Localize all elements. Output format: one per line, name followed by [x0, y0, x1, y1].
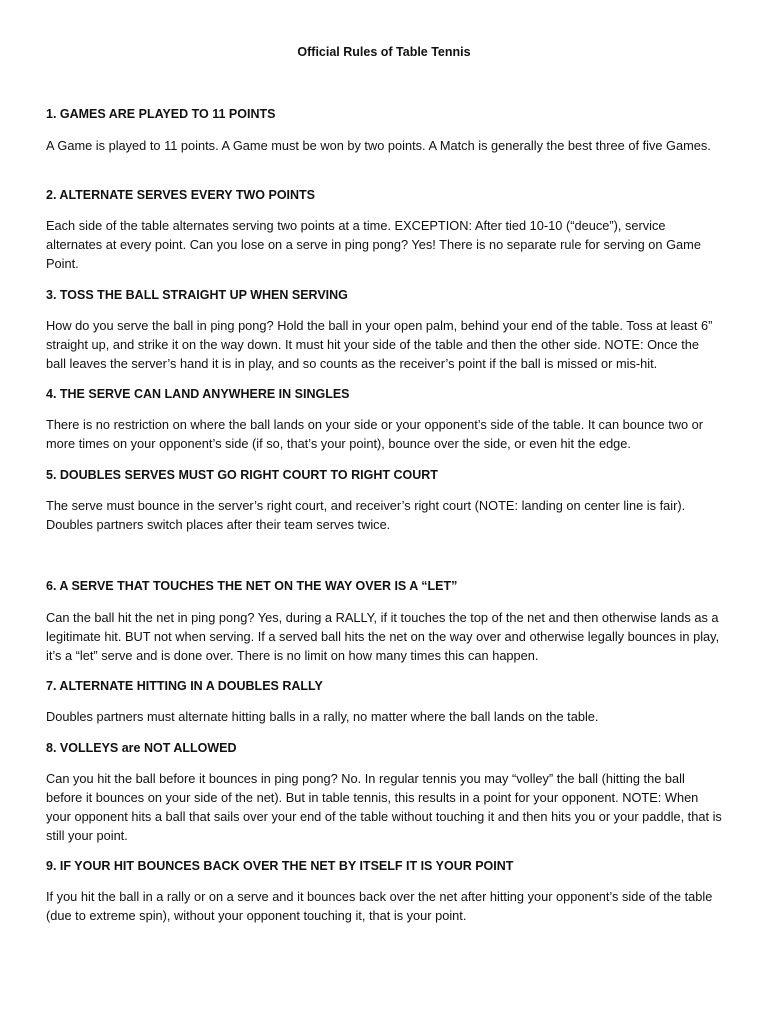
section-heading: 9. IF YOUR HIT BOUNCES BACK OVER THE NET BY ITSELF IT IS YOUR POINT — [46, 859, 514, 873]
section-heading: 4. THE SERVE CAN LAND ANYWHERE IN SINGLES — [46, 387, 350, 401]
section-heading: 3. TOSS THE BALL STRAIGHT UP WHEN SERVING — [46, 288, 348, 302]
section-body: Can you hit the ball before it bounces in ping pong? No. In regular tennis you may “volley” the ball (hitting the ball before it bounces on your side of the net). But in table tennis, this results in a point for your opponent. NOTE: When your opponent hits a ball that sails over your end of the table without touching it and then hits you or your paddle, that is still your point. — [46, 771, 722, 843]
section-heading: 5. DOUBLES SERVES MUST GO RIGHT COURT TO RIGHT COURT — [46, 468, 438, 482]
section-body: Doubles partners must alternate hitting balls in a rally, no matter where the ball lands on the table. — [46, 709, 599, 724]
section-body: A Game is played to 11 points. A Game must be won by two points. A Match is generally the best three of five Games. — [46, 138, 711, 153]
section-heading: 1. GAMES ARE PLAYED TO 11 POINTS — [46, 107, 276, 121]
section-heading: 2. ALTERNATE SERVES EVERY TWO POINTS — [46, 188, 316, 202]
section-heading: 8. VOLLEYS are NOT ALLOWED — [46, 741, 237, 755]
section-body: The serve must bounce in the server’s right court, and receiver’s right court (NOTE: landing on center line is fair). Doubles partners switch places after their team serves twice. — [46, 498, 686, 532]
section-body: Each side of the table alternates serving two points at a time. EXCEPTION: After tied 10-10 (“deuce”), service alternates at every point. Can you lose on a serve in ping pong? Yes! There is no separate rule for serving on Game Point. — [46, 218, 701, 271]
section-heading: 6. A SERVE THAT TOUCHES THE NET ON THE WAY OVER IS A “LET” — [46, 579, 458, 593]
document-title: Official Rules of Table Tennis — [297, 45, 471, 59]
section-body: How do you serve the ball in ping pong? Hold the ball in your open palm, behind your end of the table. Toss at least 6” straight up, and strike it on the way down. It must hit your side of the table and then the other side. NOTE: Once the ball leaves the server’s hand it is in play, and so counts as the receiver’s point if the ball is missed or mis-hit. — [46, 318, 713, 371]
section-body: There is no restriction on where the ball lands on your side or your opponent’s side of the table. It can bounce two or more times on your opponent’s side (if so, that’s your point), bounce over the side, or even hit the edge. — [46, 417, 704, 451]
section-body: If you hit the ball in a rally or on a serve and it bounces back over the net after hitting your opponent’s side of the table (due to extreme spin), without your opponent touching it, that is your point. — [46, 889, 713, 923]
section-heading: 7. ALTERNATE HITTING IN A DOUBLES RALLY — [46, 679, 323, 693]
section-body: Can the ball hit the net in ping pong? Yes, during a RALLY, if it touches the top of the net and then otherwise lands as a legitimate hit. BUT not when serving. If a served ball hits the net on the way over and otherwise legally bounces in play, it’s a “let” serve and is done over. There is no limit on how many times this can happen. — [46, 610, 720, 663]
